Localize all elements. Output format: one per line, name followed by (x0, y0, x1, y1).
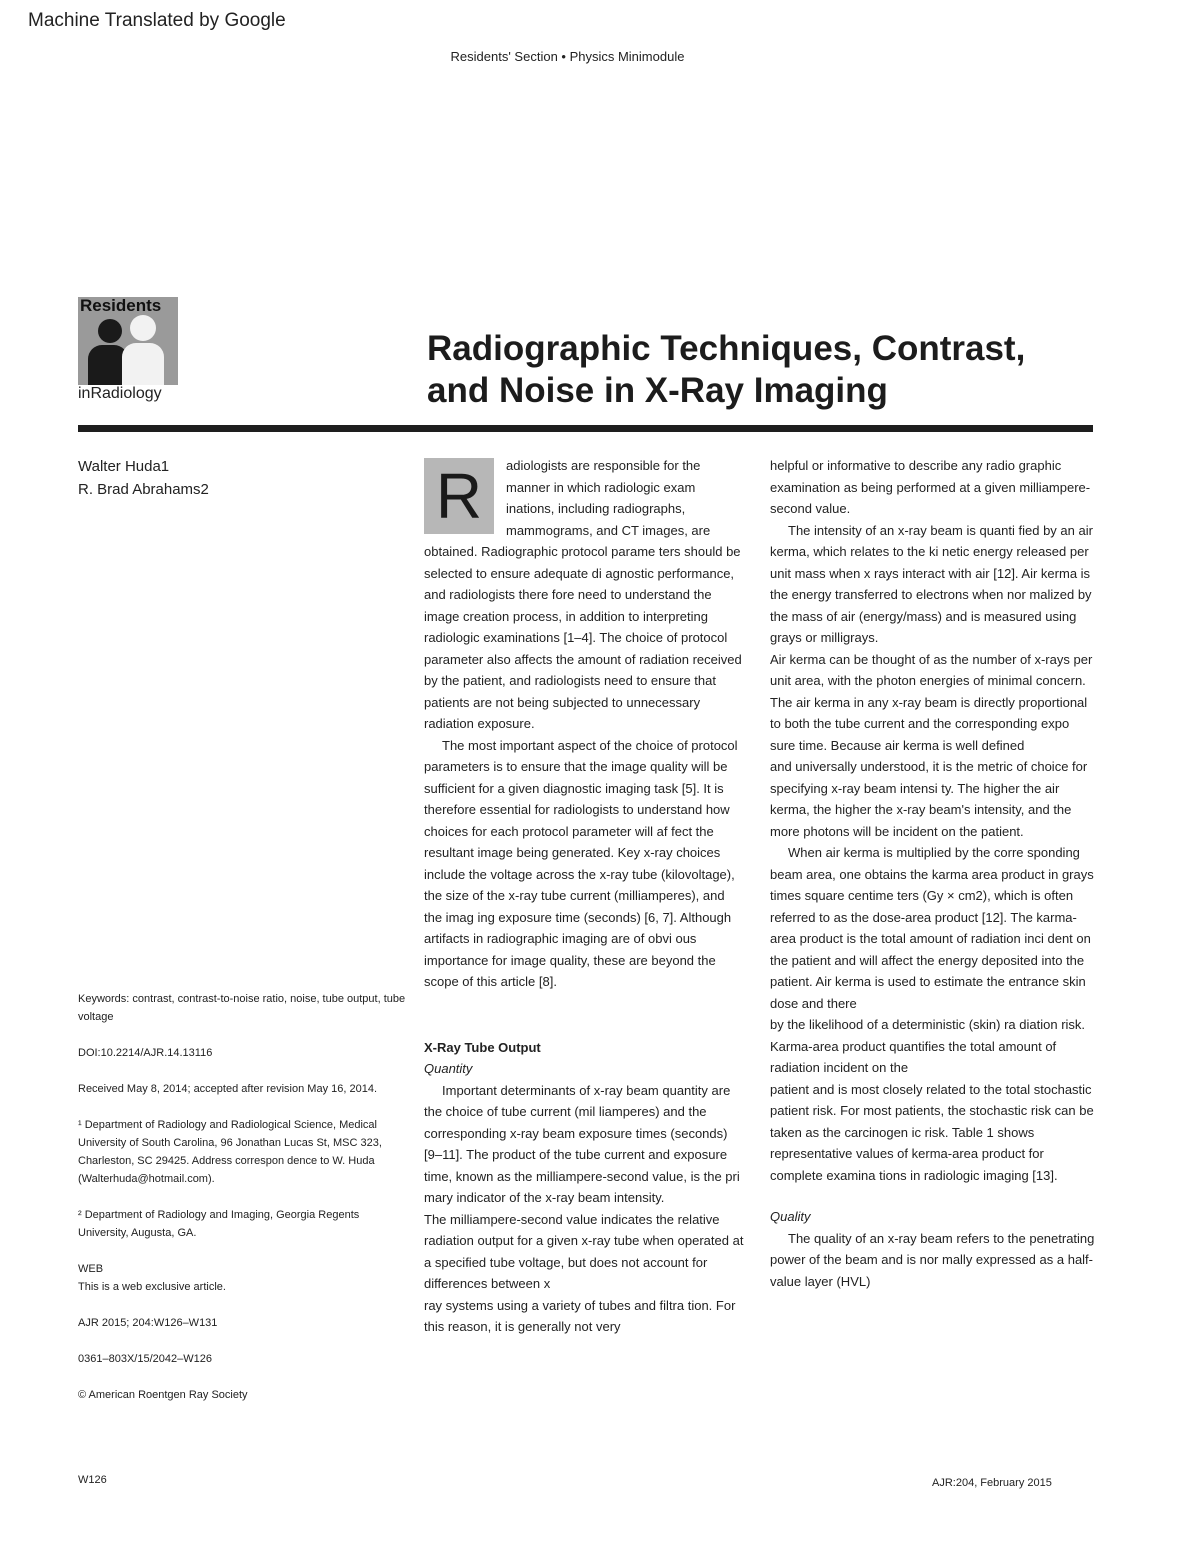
paragraph: The most important aspect of the choice of protocol parameters is to ensure that the image quality will be sufficient for a given diagnostic imaging task [5]. It is therefore essential for radiologists to understand how choices for each protocol parameter will af fect the resultant image being generated. Key x-ray choices include the voltage across the x-ray tube (kilovoltage), the size of the x-ray tube current (milliamperes), and the imag ing exposure time (seconds) [6, 7]. Although artifacts in radiographic imaging are of obvi ous importance for image quality, these are beyond the scope of this article [8]. (424, 737, 738, 989)
article-title-line-1: Radiographic Techniques, Contrast, (427, 329, 1026, 368)
paragraph: helpful or informative to describe any radio graphic examination as being performed at a given milliampere-second value. (770, 458, 1091, 516)
paragraph: Important determinants of x-ray beam quantity are the choice of tube current (mil liamperes) and the corresponding x-ray beam exposure times (seconds) [9–11]. The product of the tube current and exposure time, known as the milliampere-second value, is the pri mary indicator of the x-ray beam intensity. (424, 1082, 740, 1205)
affiliation-2: ² Department of Radiology and Imaging, Georgia Regents University, Augusta, GA. (78, 1209, 360, 1239)
subsection-heading: Quality (770, 1209, 811, 1224)
article-sidebar (78, 990, 408, 1422)
author-list (78, 455, 209, 501)
page-number: W126 (78, 1474, 107, 1486)
paragraph: The intensity of an x-ray beam is quanti fied by an air kerma, which relates to the ki netic energy released per unit mass when x rays interact with air [12]. Air kerma is the energy transferred to electrons when nor malized by the mass of air (energy/mass) and is measured using grays or milligrays. (770, 522, 1093, 645)
paragraph: patient and is most closely related to the total stochastic patient risk. For most patients, the stochastic risk can be taken as the carcinogen ic risk. Table 1 shows representative values of kerma-area product for complete examina tions in radiologic imaging [13]. (770, 1081, 1094, 1183)
article-title-line-2: and Noise in X-Ray Imaging (427, 371, 888, 410)
paragraph: The quality of an x-ray beam refers to the penetrating power of the beam and is nor mally expressed as a half-value layer (HVL) (770, 1230, 1095, 1289)
paragraph: adiologists are responsible for the manner in which radiologic exam inations, including radiographs, mammograms, and CT images, are obtained. Radiographic protocol parame ters should be selected to ensure adequate di agnostic performance, and radiologists there fore need to understand the image creation process, in addition to interpreting radiologic examinations [1–4]. The choice of protocol parameter also affects the amount of radiation received by the patient, and radiologists need to ensure that patients are not being subjected to unnecessary radiation exposure. (424, 458, 742, 731)
affiliation-1: ¹ Department of Radiology and Radiological Science, Medical University of South Carolina, 96 Jonathan Lucas St, MSC 323, Charleston, SC 29425. Address correspon dence to W. Huda (Walterhuda@hotmail.com). (78, 1119, 382, 1185)
paragraph: by the likelihood of a deterministic (skin) ra diation risk. Karma-area product quantifies the total amount of radiation incident on the (770, 1017, 1086, 1075)
residents-logo (78, 297, 178, 407)
paragraph: and universally understood, it is the metric of choice for specifying x-ray beam intensi ty. The higher the air kerma, the higher the x-ray beam's intensity, and the more photons will be incident on the patient. (770, 759, 1088, 839)
logo-subtitle: inRadiology (78, 385, 162, 402)
copyright: © American Roentgen Ray Society (78, 1389, 248, 1401)
paragraph: When air kerma is multiplied by the corre sponding beam area, one obtains the karma area product in grays times square centime ters (Gy × cm2), which is often referred to as the dose-area product [12]. The karma-area product is the total amount of radiation inci dent on the patient and will affect the energy deposited into the patient. Air kerma is used to estimate the entrance skin dose and there (770, 845, 1094, 1011)
author: R. Brad Abrahams2 (78, 481, 209, 498)
body-column-1 (424, 455, 744, 1338)
two-people-silhouette-icon (78, 297, 178, 385)
issn: 0361–803X/15/2042–W126 (78, 1353, 212, 1365)
body-column-2 (770, 455, 1096, 1292)
section-header: Residents' Section • Physics Minimodule (450, 49, 685, 64)
journal-issue: AJR:204, February 2015 (932, 1477, 1052, 1489)
citation: AJR 2015; 204:W126–W131 (78, 1317, 218, 1329)
article-title (427, 328, 1127, 412)
translation-note: Machine Translated by Google (28, 10, 286, 31)
drop-cap: R (424, 458, 494, 534)
received-date: Received May 8, 2014; accepted after revision May 16, 2014. (78, 1083, 378, 1095)
logo-title: Residents (80, 297, 162, 315)
title-rule (78, 425, 1093, 432)
web-text: This is a web exclusive article. (78, 1281, 226, 1293)
paragraph: Air kerma can be thought of as the number of x-rays per unit area, with the photon energies of minimal concern. The air kerma in any x-ray beam is directly proportional to both the tube current and the corresponding expo sure time. Because air kerma is well defined (770, 651, 1093, 753)
section-heading: X-Ray Tube Output (424, 1039, 541, 1055)
author: Walter Huda1 (78, 458, 170, 475)
keywords: Keywords: contrast, contrast-to-noise ratio, noise, tube output, tube voltage (78, 993, 406, 1023)
doi: DOI:10.2214/AJR.14.13116 (78, 1047, 213, 1059)
subsection-heading: Quantity (424, 1061, 473, 1076)
web-label: WEB (78, 1263, 104, 1275)
paragraph: The milliampere-second value indicates the relative radiation output for a given x-ray tube when operated at a specified tube voltage, but does not account for differences between x (424, 1211, 744, 1291)
paragraph: ray systems using a variety of tubes and filtra tion. For this reason, it is generally not very (424, 1297, 736, 1334)
